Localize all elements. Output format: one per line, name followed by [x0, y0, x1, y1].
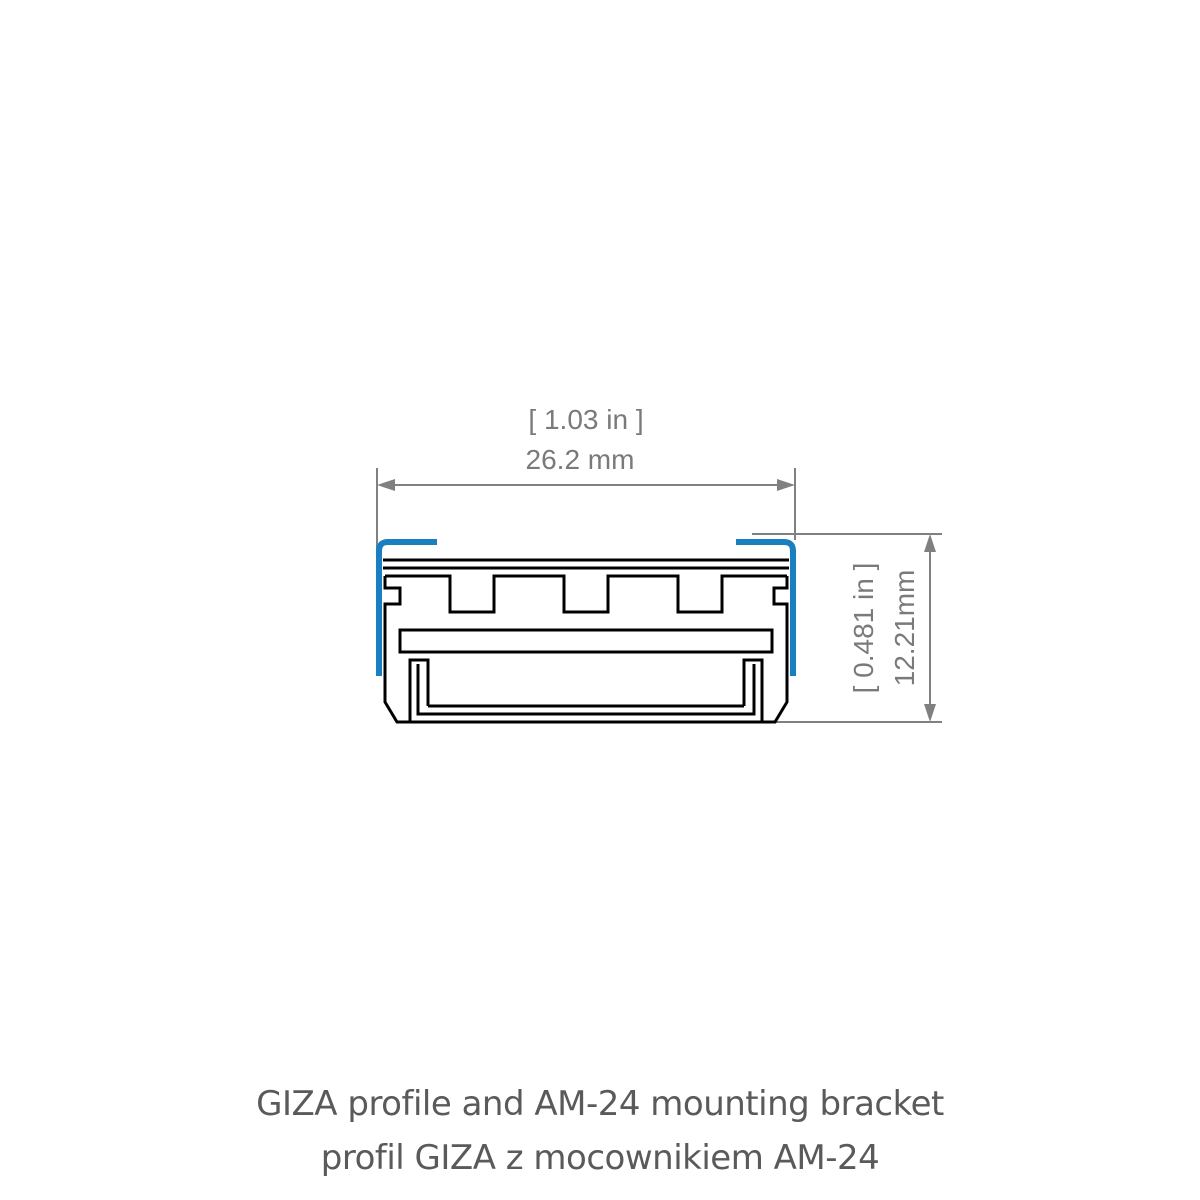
width-arrow-left [377, 479, 395, 491]
profile-ribs [385, 576, 787, 612]
profile-right-wall [762, 576, 787, 722]
profile-left-wall [385, 576, 410, 722]
height-arrow-bottom [924, 704, 936, 722]
width-mm-label: 26.2 mm [525, 444, 635, 475]
width-in-label: [ 1.03 in ] [528, 404, 644, 435]
bracket-right-arm [736, 542, 793, 676]
caption-english: GIZA profile and AM-24 mounting bracket [256, 1084, 944, 1124]
bracket-left-arm [379, 542, 437, 676]
height-mm-label: 12.21mm [889, 569, 920, 687]
giza-profile [383, 560, 789, 722]
height-dimension [752, 534, 942, 722]
height-in-label: [ 0.481 in ] [848, 562, 879, 694]
height-arrow-top [924, 534, 936, 552]
width-dimension [377, 404, 795, 560]
am24-mounting-bracket [379, 542, 793, 676]
width-arrow-right [777, 479, 795, 491]
profile-inner-shelf [400, 630, 772, 652]
caption-polish: profil GIZA z mocownikiem AM-24 [320, 1138, 880, 1178]
